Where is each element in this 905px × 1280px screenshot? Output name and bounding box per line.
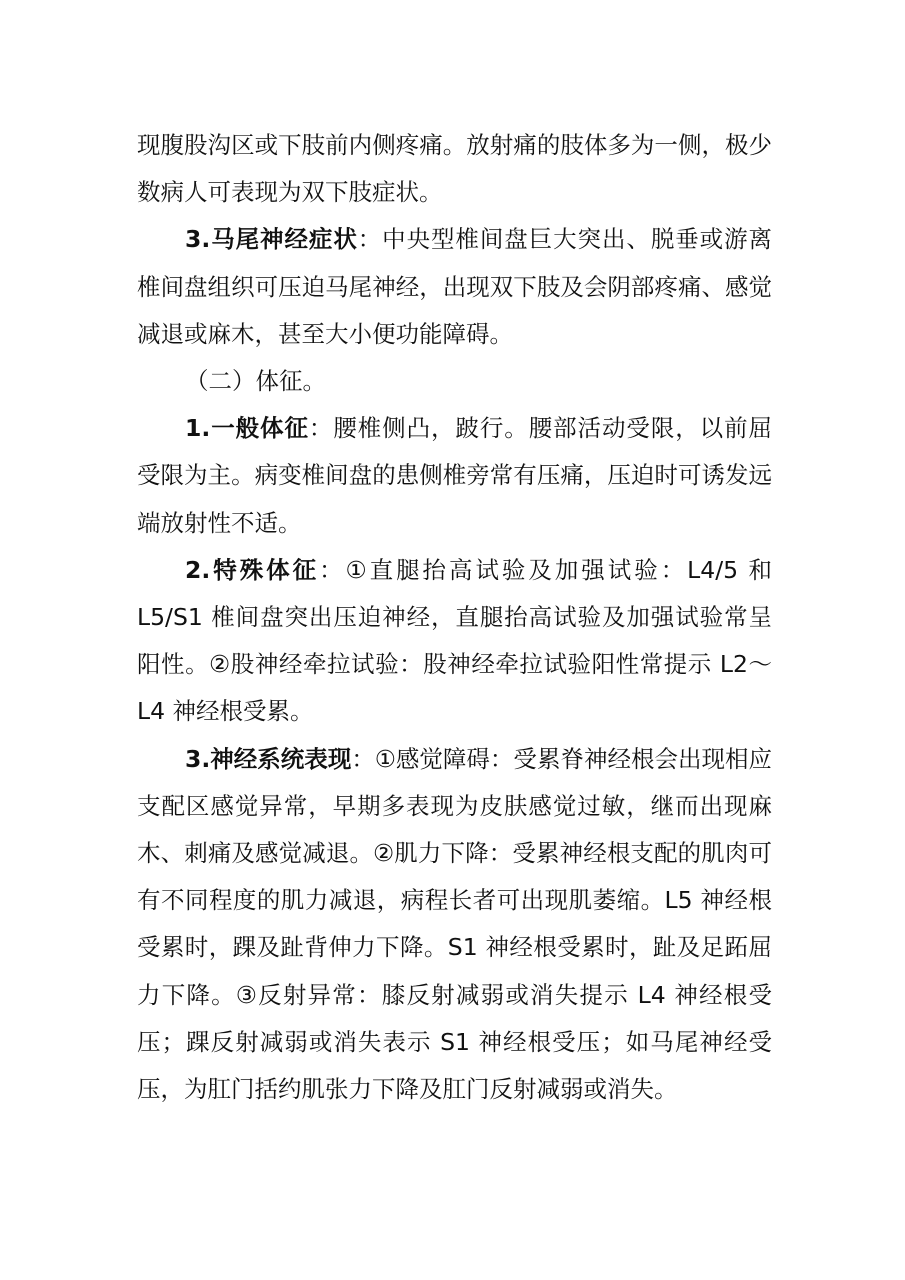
paragraph-text: 现腹股沟区或下肢前内侧疼痛。放射痛的肢体多为一侧，极少数病人可表现为双下肢症状。 [137, 131, 772, 207]
paragraph-heading: 马尾神经症状 [210, 225, 358, 254]
paragraph-body: ：①感觉障碍：受累脊神经根会出现相应支配区感觉异常，早期多表现为皮肤感觉过敏，继而出现麻木、刺痛及感觉减退。②肌力下降：受累神经根支配的肌肉可有不同程度的肌力减退，病程长者可出现肌萎缩。L5 神经根受累时，踝及趾背伸力下降。S1 神经根受累时，趾及足跖屈力下降。③反射异常：膝反射减弱或消失提示 L4 神经根受压；踝反射减弱或消失表示 S1 神经根受压；如马尾神经受压，为肛门括约肌张力下降及肛门反射减弱或消失。 [137, 744, 772, 1104]
paragraph-nervous-system [137, 736, 772, 1114]
paragraph-heading: 一般体征 [210, 414, 309, 443]
paragraph-number: 3. [185, 225, 211, 254]
section-heading-signs [137, 358, 772, 405]
paragraph-body: ：中央型椎间盘巨大突出、脱垂或游离椎间盘组织可压迫马尾神经，出现双下肢及会阴部疼痛、感觉减退或麻木，甚至大小便功能障碍。 [137, 225, 773, 348]
body-text [137, 122, 772, 1113]
paragraph-body: ：①直腿抬高试验及加强试验：L4/5 和 L5/S1 椎间盘突出压迫神经，直腿抬高试验及加强试验常呈阳性。②股神经牵拉试验：股神经牵拉试验阳性常提示 L2～L4 神经根受累。 [137, 555, 773, 726]
paragraph-number: 2. [185, 555, 211, 584]
paragraph-number: 1. [185, 414, 211, 443]
paragraph-general-signs [137, 405, 772, 547]
paragraph-heading: 特殊体征 [210, 555, 320, 584]
paragraph-special-signs [137, 547, 772, 736]
section-title: （二）体征。 [185, 367, 326, 396]
paragraph-continuation [137, 122, 772, 216]
paragraph-heading: 神经系统表现 [210, 744, 352, 773]
paragraph-cauda-equina [137, 216, 772, 358]
paragraph-number: 3. [185, 744, 211, 773]
paragraph-body: ：腰椎侧凸，跛行。腰部活动受限，以前屈受限为主。病变椎间盘的患侧椎旁常有压痛，压迫时可诱发远端放射性不适。 [137, 414, 773, 537]
